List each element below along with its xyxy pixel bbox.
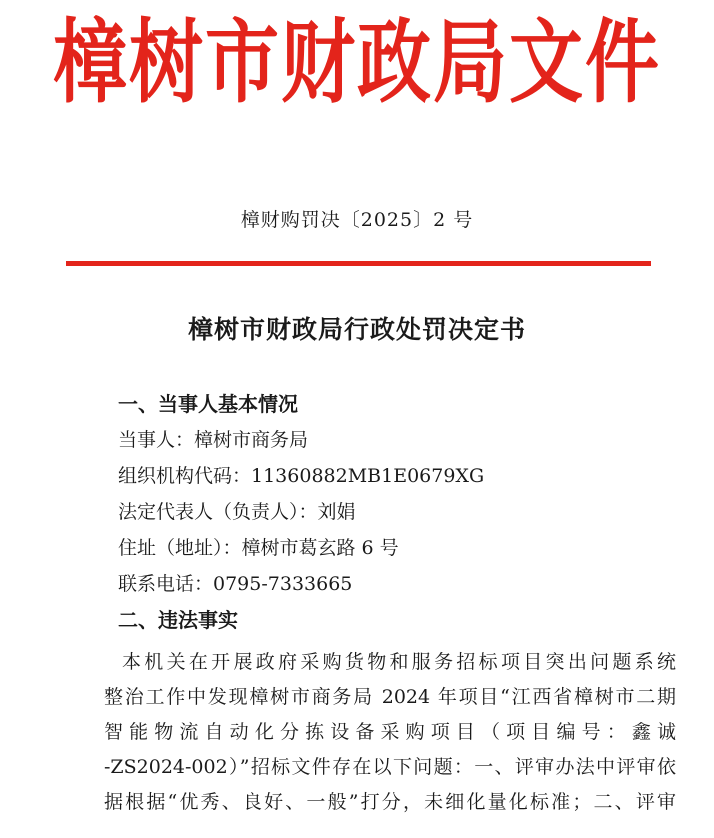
section-heading-violation-facts: 二、违法事实: [118, 608, 238, 632]
document-masthead: 樟树市财政局文件: [53, 10, 661, 116]
section-heading-party-info: 一、当事人基本情况: [118, 392, 298, 416]
document-number: 樟财购罚决〔2025〕2 号: [240, 209, 474, 231]
party-name-line: 当事人：樟树市商务局: [118, 429, 309, 451]
red-divider-line: [66, 261, 651, 266]
address-line: 住址（地址）：樟树市葛玄路 6 号: [118, 537, 399, 559]
legal-representative-line: 法定代表人（负责人）：刘娟: [118, 501, 356, 523]
violation-facts-paragraph: [104, 645, 676, 820]
paragraph-line: 智能物流自动化分拣设备采购项目（项目编号：鑫诚: [104, 721, 676, 743]
document-title: 樟树市财政局行政处罚决定书: [187, 315, 526, 344]
party-info-section: [118, 386, 678, 638]
paragraph-line: 本机关在开展政府采购货物和服务招标项目突出问题系统: [122, 651, 676, 673]
paragraph-line: 整治工作中发现樟树市商务局 2024 年项目“江西省樟树市二期: [104, 686, 676, 708]
org-code-line: 组织机构代码：11360882MB1E0679XG: [118, 465, 485, 487]
paragraph-line: 据根据“优秀、良好、一般”打分，未细化量化标准；二、评审: [104, 791, 676, 813]
phone-line: 联系电话：0795-7333665: [118, 573, 353, 595]
paragraph-line: -ZS2024-002）”招标文件存在以下问题：一、评审办法中评审依: [104, 756, 676, 778]
